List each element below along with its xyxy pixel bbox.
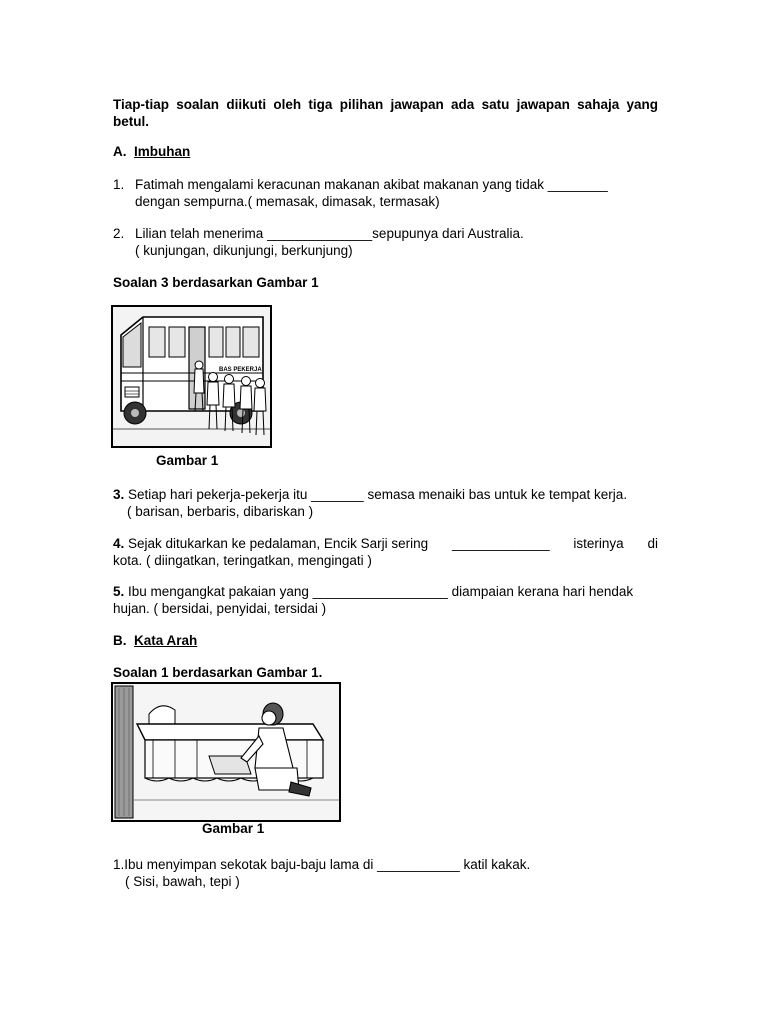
section-a-title: Imbuhan: [134, 144, 191, 159]
section-b-letter: B.: [113, 633, 127, 648]
question-a2-line2: ( kunjungan, dikunjungi, berkunjung): [135, 243, 353, 258]
question-a5-line2: hujan. ( bersidai, penyidai, tersidai ): [113, 601, 327, 616]
question-a5: [113, 583, 658, 617]
question-a4-part-d: di: [647, 536, 658, 551]
bed-illustration: [111, 682, 341, 822]
question-a3-line1: Setiap hari pekerja-pekerja itu _______ semasa menaiki bas untuk ke tempat kerja.: [128, 487, 628, 502]
question-a4-number: 4.: [113, 536, 125, 551]
question-a3: [113, 486, 658, 520]
question-a1-line1: Fatimah mengalami keracunan makanan akibat makanan yang tidak ________: [135, 177, 608, 192]
question-a4-part-a: Sejak ditukarkan ke pedalaman, Encik Sarji sering: [128, 536, 429, 551]
question-a4-line2: kota. ( diingatkan, teringatkan, mengingati ): [113, 553, 372, 568]
question-a5-line1: Ibu mengangkat pakaian yang __________________ diampaian kerana hari hendak: [128, 584, 634, 599]
question-a1: [113, 176, 658, 210]
question-a2-line1: Lilian telah menerima ______________sepupunya dari Australia.: [135, 226, 524, 241]
question-a2-number: 2.: [113, 226, 125, 241]
section-b-heading: [113, 632, 658, 649]
bus-drawing: [113, 307, 270, 446]
section-b-title: Kata Arah: [134, 633, 198, 648]
section-b-figure-caption: Gambar 1: [202, 821, 265, 836]
bus-sign-text: BAS PEKERJA: [219, 367, 262, 373]
question-a3-number: 3.: [113, 487, 125, 502]
question-a1-line2: dengan sempurna.( memasak, dimasak, termasak): [135, 194, 440, 209]
figure-1-caption: Gambar 1: [156, 453, 219, 468]
question-b1-line1: 1.Ibu menyimpan sekotak baju-baju lama di ___________ katil kakak.: [113, 857, 531, 872]
question-a5-number: 5.: [113, 584, 125, 599]
question-a3-line2: ( barisan, berbaris, dibariskan ): [127, 504, 314, 519]
question-a4-part-c: isterinya: [573, 536, 624, 551]
question-b1-line2: ( Sisi, bawah, tepi ): [125, 874, 240, 889]
question-b1: [113, 856, 658, 890]
section-a-letter: A.: [113, 144, 127, 159]
question-a4: [113, 535, 658, 569]
bed-drawing: [113, 684, 339, 820]
question-a1-number: 1.: [113, 177, 125, 192]
bus-illustration: [111, 305, 272, 448]
section-a-figure-reference: Soalan 3 berdasarkan Gambar 1: [113, 275, 319, 290]
question-a2: [113, 225, 658, 259]
section-b-figure-reference: Soalan 1 berdasarkan Gambar 1.: [113, 665, 323, 680]
instruction-text: Tiap-tiap soalan diikuti oleh tiga pilihan jawapan ada satu jawapan sahaja yang betul.: [113, 97, 658, 129]
section-a-heading: [113, 143, 658, 160]
question-a4-blank: _____________: [452, 536, 550, 551]
